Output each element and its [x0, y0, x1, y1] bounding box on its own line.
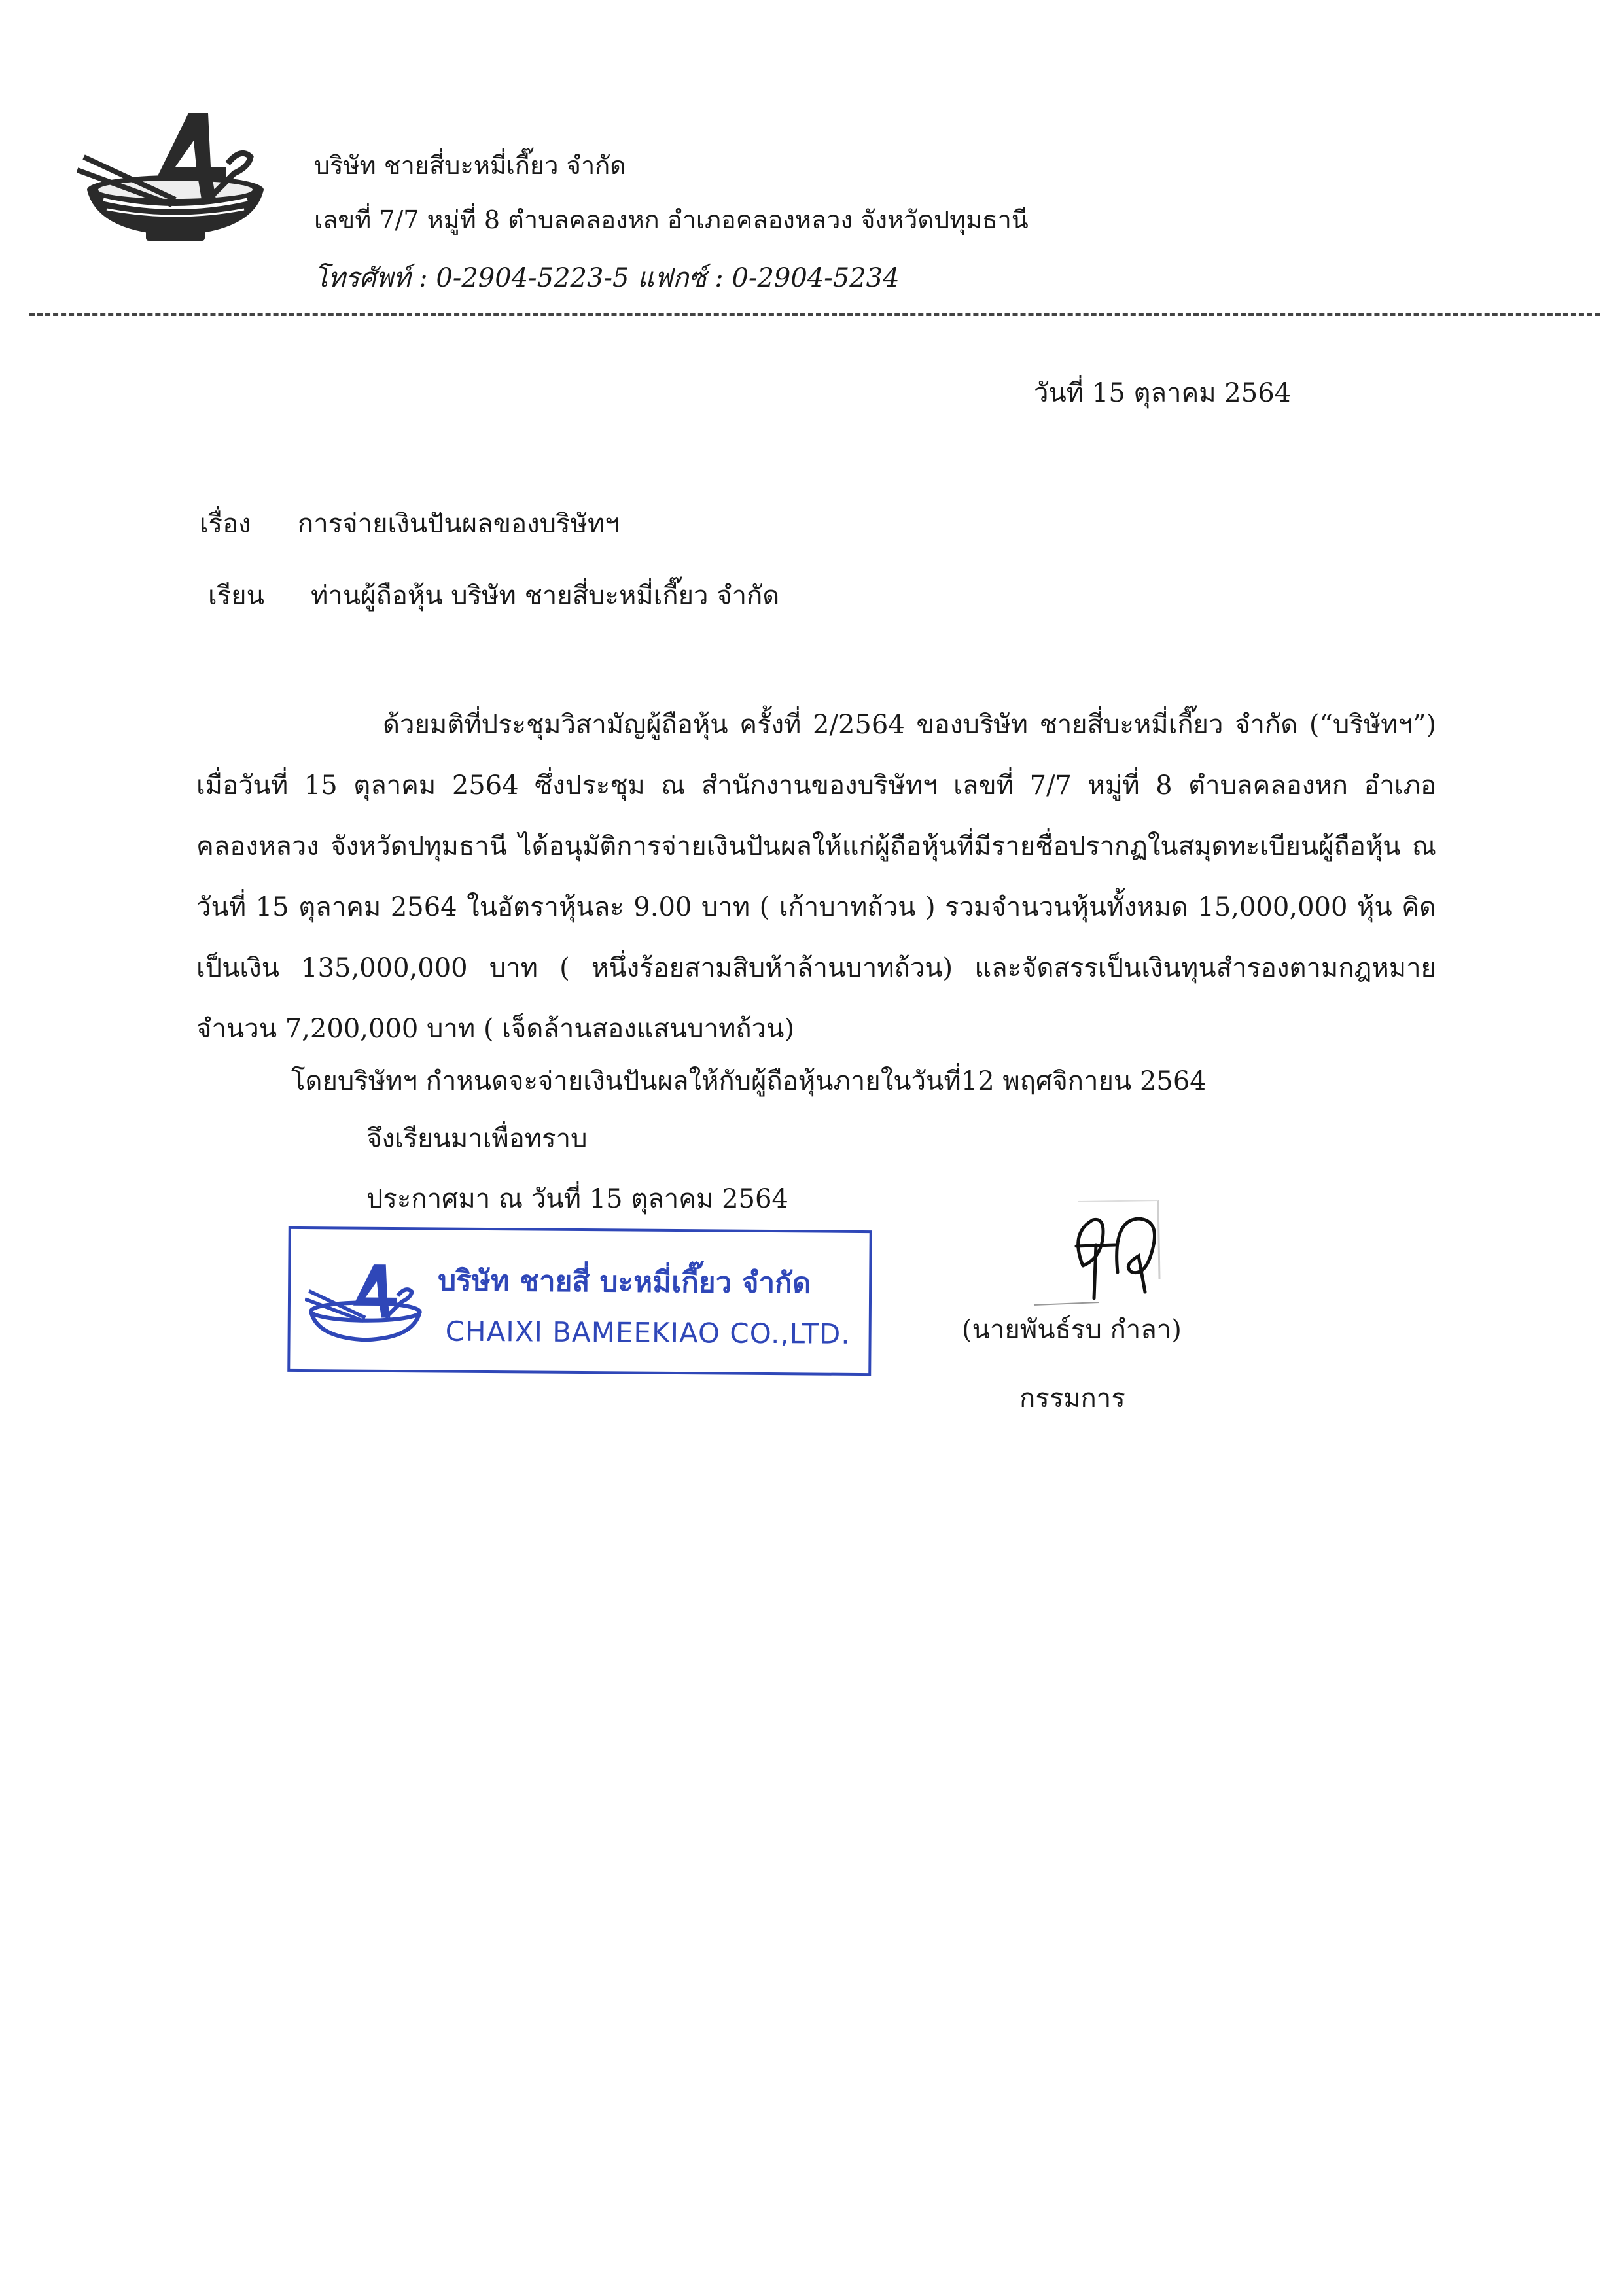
to-label: เรียน: [208, 581, 264, 611]
letter-date: วันที่ 15 ตุลาคม 2564: [1034, 378, 1292, 408]
stamp-logo-icon: [304, 1249, 426, 1354]
company-contact: โทรศัพท์ : 0-2904-5223-5 แฟกซ์ : 0-2904-5234: [314, 263, 900, 293]
subject-label: เรื่อง: [200, 509, 251, 539]
handwritten-signature: [942, 1194, 1217, 1312]
company-logo-icon: [77, 101, 274, 245]
stamp-name-thai: บริษัท ชายสี่ บะหมี่เกี๊ยว จำกัด: [438, 1264, 811, 1300]
announcement-line: ประกาศมา ณ วันที่ 15 ตุลาคม 2564: [366, 1184, 788, 1214]
paragraph-payment-date: โดยบริษัทฯ กำหนดจะจ่ายเงินปันผลให้กับผู้ถือหุ้นภายในวันที่12 พฤศจิกายน 2564: [291, 1066, 1207, 1096]
company-address: เลขที่ 7/7 หมู่ที่ 8 ตำบลคลองหก อำเภอคลองหลวง จังหวัดปทุมธานี: [314, 205, 1029, 234]
company-stamp: [287, 1226, 872, 1376]
signatory-title: กรรมการ: [1019, 1383, 1125, 1414]
company-name: บริษัท ชายสี่บะหมี่เกี๊ยว จำกัด: [314, 151, 626, 180]
to-text: ท่านผู้ถือหุ้น บริษัท ชายสี่บะหมี่เกี๊ยว จำกัด: [311, 581, 780, 611]
paragraph-resolution: ด้วยมติที่ประชุมวิสามัญผู้ถือหุ้น ครั้งที่ 2/2564 ของบริษัท ชายสี่บะหมี่เกี๊ยว จำกัด (“บริษัทฯ”) เมื่อวันที่ 15 ตุลาคม 2564 ซึ่งประชุม ณ สำนักงานของบริษัทฯ เลขที่ 7/7 หมู่ที่ 8 ตำบลคลองหก อำเภอคลองหลวง จังหวัดปทุมธานี ได้อนุมัติการจ่ายเงินปันผลให้แก่ผู้ถือหุ้นที่มีรายชื่อปรากฏในสมุดทะเบียนผู้ถือหุ้น ณ วันที่ 15 ตุลาคม 2564 ในอัตราหุ้นละ 9.00 บาท ( เก้าบาทถ้วน ) รวมจำนวนหุ้นทั้งหมด 15,000,000 หุ้น คิดเป็นเงิน 135,000,000 บาท ( หนึ่งร้อยสามสิบห้าล้านบาทถ้วน) และจัดสรรเป็นเงินทุนสำรองตามกฎหมายจำนวน 7,200,000 บาท ( เจ็ดล้านสองแสนบาทถ้วน): [196, 710, 1436, 1044]
subject-text: การจ่ายเงินปันผลของบริษัทฯ: [298, 509, 620, 539]
signatory-name: (นายพันธ์รบ กำลา): [962, 1315, 1182, 1345]
closing-line: จึงเรียนมาเพื่อทราบ: [366, 1124, 588, 1154]
letter-body: [196, 695, 1436, 1060]
header-divider: [29, 313, 1600, 316]
stamp-name-english: CHAIXI BAMEEKIAO CO.,LTD.: [445, 1315, 851, 1350]
